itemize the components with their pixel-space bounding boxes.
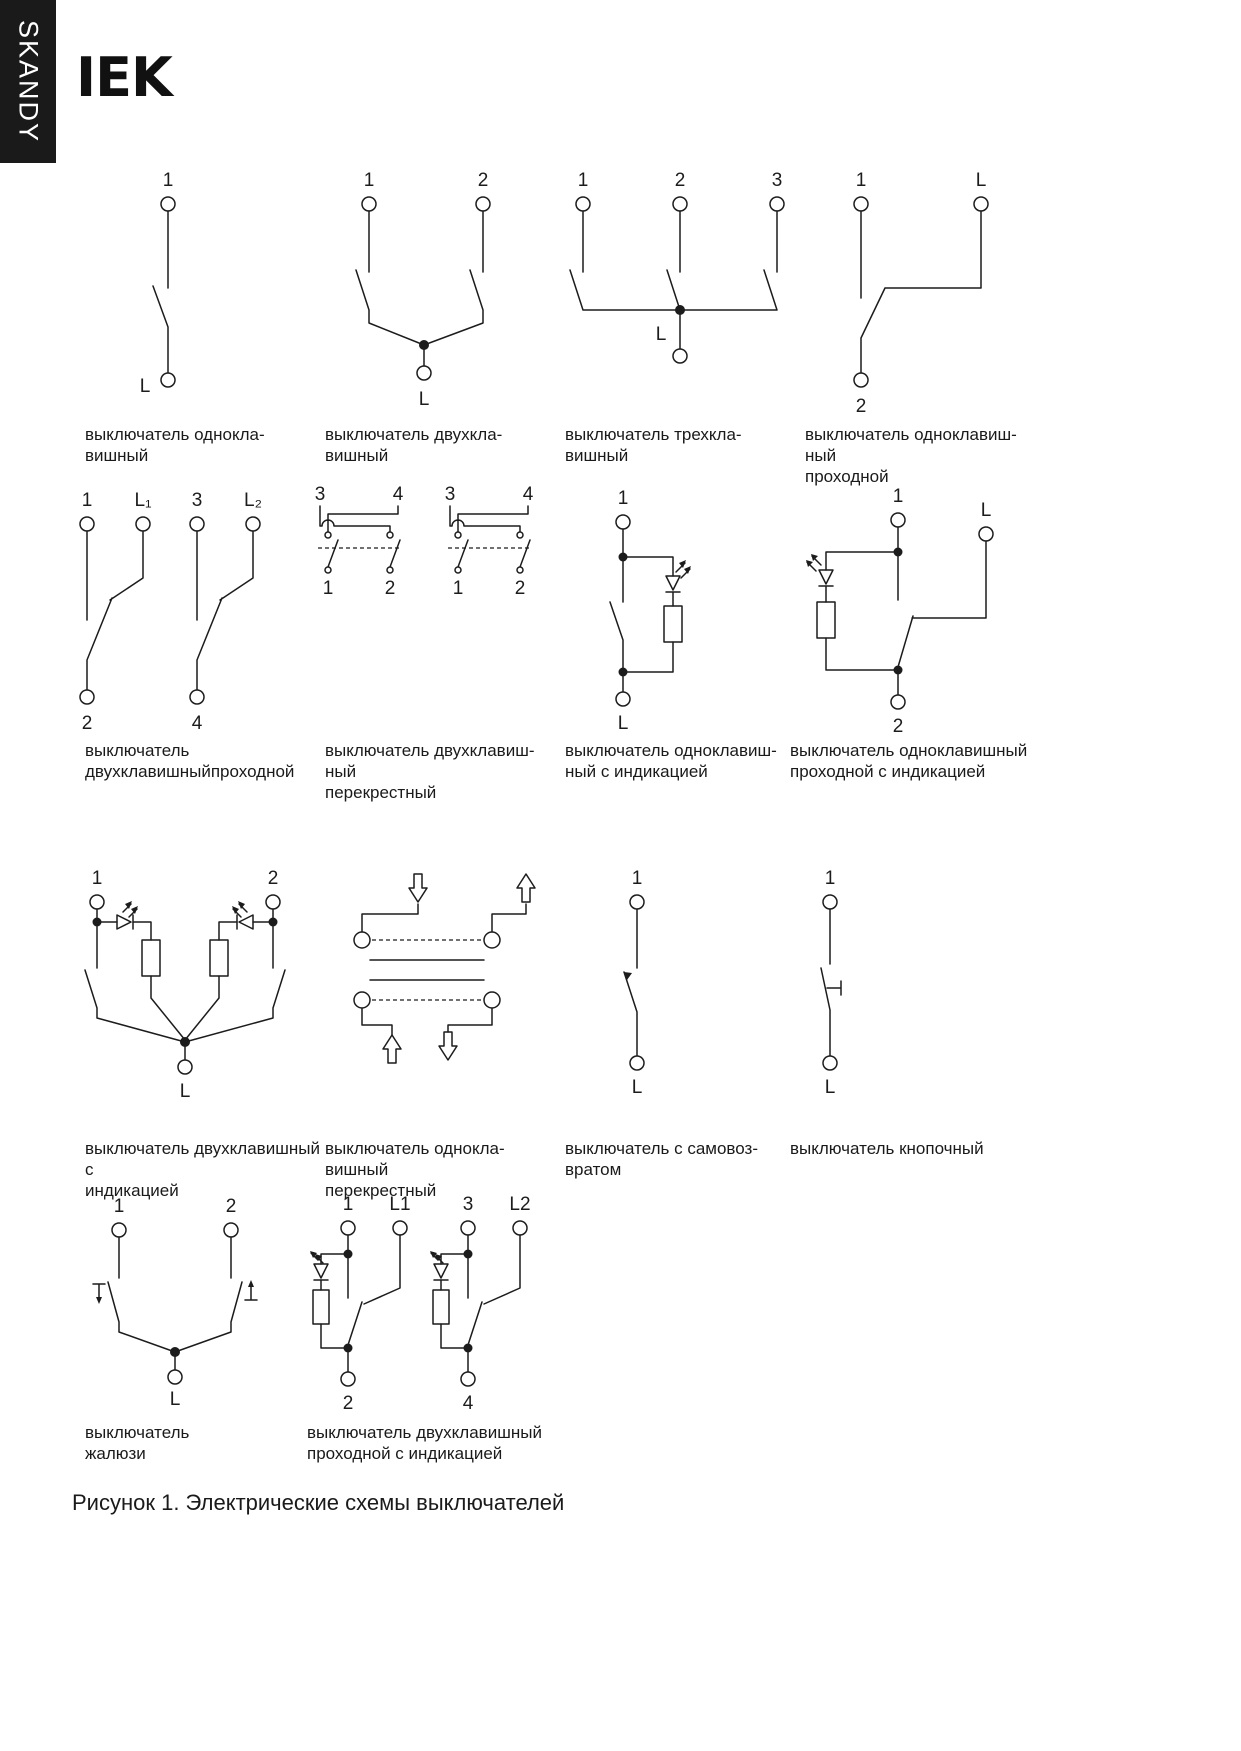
caption-d14 bbox=[307, 1422, 557, 1464]
schematic-single-crossover bbox=[330, 860, 560, 1108]
terminal-label: L bbox=[655, 324, 667, 345]
led bbox=[819, 570, 833, 584]
contact bbox=[354, 992, 370, 1008]
wire bbox=[87, 531, 253, 690]
terminal bbox=[461, 1372, 475, 1386]
terminal-label: L2 bbox=[509, 1194, 531, 1215]
diagram-single-switch bbox=[85, 160, 305, 418]
terminal bbox=[823, 1056, 837, 1070]
terminal bbox=[90, 895, 104, 909]
terminal-label: L bbox=[975, 170, 987, 191]
terminal-label: L bbox=[139, 376, 151, 397]
terminal-label: 2 bbox=[342, 1393, 354, 1414]
terminal bbox=[616, 692, 630, 706]
terminal bbox=[80, 517, 94, 531]
direction-arrow-up bbox=[517, 874, 535, 902]
brand-sidebar bbox=[0, 0, 56, 163]
terminal-label: 1 bbox=[113, 1196, 125, 1217]
terminal-label: 1 bbox=[81, 490, 93, 511]
led bbox=[314, 1264, 328, 1278]
caption-line: выключатель одноклавиш-ный bbox=[805, 425, 1017, 465]
diagram-three-key-switch bbox=[565, 160, 790, 418]
junction-dot bbox=[619, 553, 628, 562]
terminal-label: 1 bbox=[855, 170, 867, 191]
terminal-label: L bbox=[980, 500, 992, 521]
terminal bbox=[168, 1370, 182, 1384]
terminal bbox=[341, 1372, 355, 1386]
contact bbox=[517, 532, 523, 538]
terminal bbox=[393, 1221, 407, 1235]
caption-d13 bbox=[85, 1422, 285, 1464]
caption-d5 bbox=[85, 740, 320, 782]
schematic-two-key-passthrough bbox=[75, 480, 305, 742]
diagram-self-return bbox=[565, 860, 790, 1108]
diagram-two-key-indication bbox=[75, 860, 315, 1108]
terminal-label: 3 bbox=[462, 1194, 474, 1215]
schematic-single-switch bbox=[85, 160, 305, 418]
terminal-label: L bbox=[179, 1081, 191, 1102]
terminal bbox=[891, 695, 905, 709]
terminal bbox=[136, 517, 150, 531]
contact bbox=[387, 567, 393, 573]
terminal bbox=[461, 1221, 475, 1235]
contact bbox=[484, 932, 500, 948]
terminal bbox=[224, 1223, 238, 1237]
caption-line: проходной bbox=[805, 467, 889, 486]
contact bbox=[325, 532, 331, 538]
terminal-label: L bbox=[631, 1077, 643, 1098]
schematic-two-key-indication bbox=[75, 860, 315, 1108]
terminal-label: 3 bbox=[314, 484, 326, 505]
diagram-two-key-passthrough-indication bbox=[305, 1190, 565, 1418]
wire bbox=[441, 1235, 520, 1372]
terminal bbox=[362, 197, 376, 211]
caption-line: выключатель двухклавиш-ный bbox=[325, 741, 535, 781]
terminal-label: 1 bbox=[342, 1194, 354, 1215]
switch-blade bbox=[328, 540, 400, 567]
junction-dot bbox=[344, 1250, 353, 1259]
diagram-two-key-crossover bbox=[310, 480, 560, 730]
junction-dot bbox=[675, 305, 685, 315]
junction-dot bbox=[269, 918, 278, 927]
terminal-label: 2 bbox=[514, 578, 526, 599]
up-arrow-head bbox=[248, 1280, 254, 1287]
wire bbox=[570, 211, 777, 349]
terminal bbox=[576, 197, 590, 211]
terminal bbox=[112, 1223, 126, 1237]
caption-line: перекрестный bbox=[325, 783, 437, 802]
schematic-single-indication bbox=[565, 480, 790, 742]
junction-dot bbox=[93, 918, 102, 927]
terminal bbox=[616, 515, 630, 529]
terminal-label: L₂ bbox=[244, 490, 262, 511]
caption-line: индикацией bbox=[85, 1181, 179, 1200]
diagram-single-crossover bbox=[330, 860, 560, 1108]
terminal bbox=[341, 1221, 355, 1235]
terminal-label: 1 bbox=[363, 170, 375, 191]
terminal bbox=[161, 373, 175, 387]
caption-line: выключатель однокла-вишный bbox=[85, 425, 265, 465]
brand-vertical-text: SKANDY bbox=[13, 19, 44, 144]
schematic-self-return bbox=[565, 860, 790, 1108]
terminal-label: 1 bbox=[452, 578, 464, 599]
contact bbox=[455, 567, 461, 573]
terminal-label: L bbox=[169, 1389, 181, 1410]
terminal-label: 1 bbox=[631, 868, 643, 889]
direction-arrow-down bbox=[409, 874, 427, 902]
resistor bbox=[142, 940, 160, 976]
caption-line: выключатель двухкла-вишный bbox=[325, 425, 503, 465]
terminal bbox=[823, 895, 837, 909]
wire bbox=[321, 1235, 400, 1372]
diagram-two-key-switch bbox=[325, 160, 545, 418]
terminal-label: 1 bbox=[162, 170, 174, 191]
caption-line: проходной с индикацией bbox=[307, 1444, 503, 1463]
schematic-blinds-switch bbox=[85, 1190, 305, 1418]
diagram-blinds-switch bbox=[85, 1190, 305, 1418]
wire bbox=[861, 211, 981, 373]
junction-dot bbox=[180, 1037, 190, 1047]
terminal-label: 2 bbox=[477, 170, 489, 191]
contact bbox=[325, 567, 331, 573]
junction-dot bbox=[419, 340, 429, 350]
led bbox=[434, 1264, 448, 1278]
terminal-label: 4 bbox=[191, 713, 203, 734]
terminal-label: L bbox=[418, 389, 430, 410]
junction-dot bbox=[464, 1344, 473, 1353]
junction-dot bbox=[464, 1250, 473, 1259]
wire bbox=[821, 909, 830, 1056]
direction-arrow-down bbox=[439, 1032, 457, 1060]
schematic-two-key-crossover bbox=[310, 480, 560, 730]
caption-line: перекрестный bbox=[325, 1181, 437, 1200]
terminal-label: 3 bbox=[444, 484, 456, 505]
caption-d3 bbox=[565, 424, 800, 466]
figure-caption: Рисунок 1. Электрические схемы выключателей bbox=[72, 1490, 565, 1515]
terminal-label: 4 bbox=[392, 484, 404, 505]
down-arrow-head bbox=[96, 1297, 102, 1304]
caption-line: выключатель трехкла-вишный bbox=[565, 425, 742, 465]
terminal-label: 2 bbox=[267, 868, 279, 889]
wire bbox=[826, 527, 986, 695]
terminal-label: L bbox=[617, 713, 629, 734]
contact bbox=[387, 532, 393, 538]
terminal-label: 1 bbox=[91, 868, 103, 889]
terminal bbox=[246, 517, 260, 531]
caption-d7 bbox=[565, 740, 800, 782]
contact bbox=[455, 532, 461, 538]
contact bbox=[354, 932, 370, 948]
junction-dot bbox=[894, 666, 903, 675]
terminal bbox=[770, 197, 784, 211]
terminal bbox=[513, 1221, 527, 1235]
caption-line: ный с индикацией bbox=[565, 762, 708, 781]
caption-line: проходной с индикацией bbox=[790, 762, 986, 781]
button-actuator bbox=[827, 981, 841, 995]
terminal-label: 1 bbox=[892, 486, 904, 507]
caption-d11 bbox=[565, 1138, 800, 1180]
resistor bbox=[210, 940, 228, 976]
terminal bbox=[476, 197, 490, 211]
resistor bbox=[313, 1290, 329, 1324]
coupling-dashed bbox=[372, 940, 482, 1000]
schematic-three-key-switch bbox=[565, 160, 790, 418]
terminal bbox=[630, 895, 644, 909]
direction-arrow-up bbox=[383, 1035, 401, 1063]
terminal-label: L bbox=[824, 1077, 836, 1098]
wire bbox=[362, 904, 526, 1035]
terminal-label: 3 bbox=[191, 490, 203, 511]
terminal bbox=[979, 527, 993, 541]
caption-line: жалюзи bbox=[85, 1444, 146, 1463]
terminal bbox=[630, 1056, 644, 1070]
schematic-push-button bbox=[790, 860, 1015, 1108]
terminal bbox=[417, 366, 431, 380]
bridge-bar bbox=[370, 960, 484, 980]
terminal-label: 4 bbox=[462, 1393, 474, 1414]
terminal-label: 2 bbox=[855, 396, 867, 417]
terminal-label: 4 bbox=[522, 484, 534, 505]
terminal-label: 1 bbox=[824, 868, 836, 889]
resistor bbox=[433, 1290, 449, 1324]
resistor bbox=[664, 606, 682, 642]
caption-d1 bbox=[85, 424, 320, 466]
switch-blade bbox=[458, 540, 530, 567]
resistor bbox=[817, 602, 835, 638]
terminal-label: 2 bbox=[225, 1196, 237, 1217]
terminal bbox=[854, 373, 868, 387]
caption-d8 bbox=[790, 740, 1030, 782]
caption-line: выключатель двухклавишный с bbox=[85, 1139, 320, 1179]
terminal-label: 2 bbox=[892, 716, 904, 737]
terminal bbox=[161, 197, 175, 211]
terminal bbox=[190, 690, 204, 704]
terminal bbox=[891, 513, 905, 527]
terminal-label: 1 bbox=[617, 488, 629, 509]
terminal bbox=[266, 895, 280, 909]
caption-line: вратом bbox=[565, 1160, 622, 1179]
wire bbox=[450, 506, 528, 532]
junction-dot bbox=[344, 1344, 353, 1353]
caption-line: выключатель одноклавиш- bbox=[565, 741, 777, 760]
junction-dot bbox=[619, 668, 628, 677]
terminal-label: 2 bbox=[81, 713, 93, 734]
junction-dot bbox=[894, 548, 903, 557]
caption-d2 bbox=[325, 424, 560, 466]
contact bbox=[484, 992, 500, 1008]
caption-line: выключатель с самовоз- bbox=[565, 1139, 758, 1158]
diagram-passthrough-indication bbox=[790, 480, 1030, 742]
terminal bbox=[673, 349, 687, 363]
diagram-single-passthrough bbox=[805, 160, 1030, 418]
terminal-label: 1 bbox=[322, 578, 334, 599]
terminal-label: 1 bbox=[577, 170, 589, 191]
terminal-label: L₁ bbox=[134, 490, 152, 511]
terminal bbox=[80, 690, 94, 704]
wire bbox=[153, 211, 168, 373]
schematic-passthrough-indication bbox=[790, 480, 1030, 742]
terminal bbox=[178, 1060, 192, 1074]
caption-line: выключатель однокла-вишный bbox=[325, 1139, 505, 1179]
terminal bbox=[974, 197, 988, 211]
junction-dot bbox=[170, 1347, 180, 1357]
caption-line: двухклавишныйпроходной bbox=[85, 762, 295, 781]
terminal-label: 3 bbox=[771, 170, 783, 191]
contact bbox=[517, 567, 523, 573]
led bbox=[666, 576, 680, 590]
caption-line: выключатель кнопочный bbox=[790, 1139, 984, 1158]
terminal bbox=[190, 517, 204, 531]
terminal bbox=[854, 197, 868, 211]
caption-d12 bbox=[790, 1138, 1030, 1159]
caption-line: выключатель двухклавишный bbox=[307, 1423, 542, 1442]
wire bbox=[356, 211, 483, 366]
terminal-label: 2 bbox=[384, 578, 396, 599]
wire bbox=[624, 909, 637, 1056]
iek-logo: IEK bbox=[76, 46, 172, 109]
caption-line: выключатель bbox=[85, 741, 190, 760]
terminal-label: 2 bbox=[674, 170, 686, 191]
schematic-single-passthrough bbox=[805, 160, 1030, 418]
schematic-two-key-switch bbox=[325, 160, 545, 418]
terminal-label: L1 bbox=[389, 1194, 411, 1215]
caption-d6 bbox=[325, 740, 560, 803]
button-actuator bbox=[93, 1284, 257, 1300]
wire bbox=[320, 506, 398, 532]
caption-d4 bbox=[805, 424, 1040, 487]
diagram-two-key-passthrough bbox=[75, 480, 305, 742]
diagram-push-button bbox=[790, 860, 1015, 1108]
schematic-two-key-passthrough-indication bbox=[305, 1190, 565, 1418]
terminal bbox=[673, 197, 687, 211]
diagram-single-indication bbox=[565, 480, 790, 742]
caption-line: выключатель bbox=[85, 1423, 190, 1442]
caption-line: выключатель одноклавишный bbox=[790, 741, 1028, 760]
